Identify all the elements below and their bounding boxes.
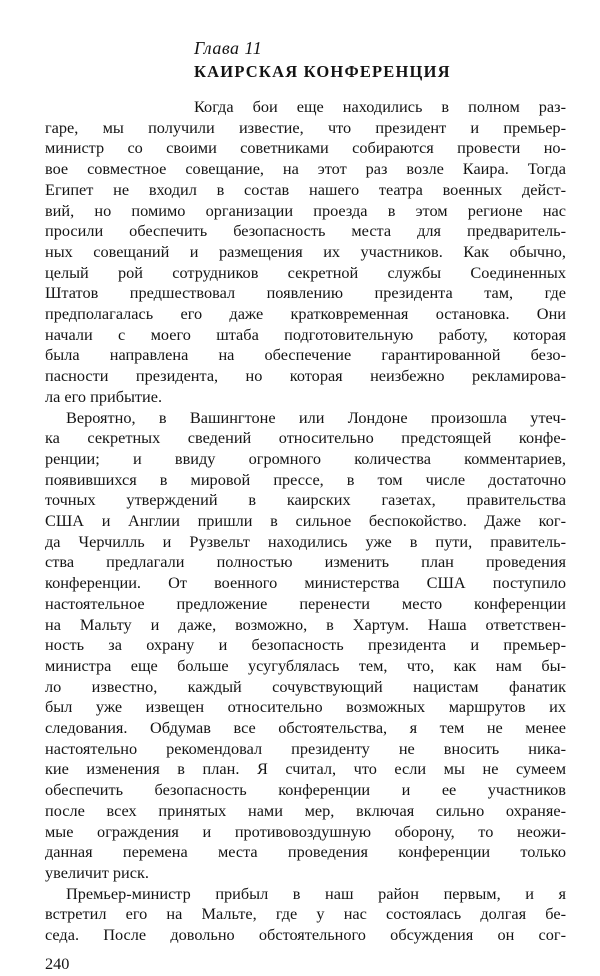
text-line: предполагалась его даже кратковременная остановка. Они xyxy=(45,304,566,323)
text-line: данная перемена места проведения конференции только xyxy=(45,842,566,862)
text-line: была направлена на обеспечение гарантированной безо- xyxy=(45,345,566,365)
text-line: на Мальту и даже, возможно, в Хартум. Наша ответствен- xyxy=(45,614,566,634)
text-line: ства предлагали полностью изменить план проведения xyxy=(45,552,566,572)
text-line: целый рой сотрудников секретной службы Соединенных xyxy=(45,262,566,282)
text-line: после всех принятых нами мер, включая сильно охраняе- xyxy=(45,800,566,820)
text-line: ренции; и ввиду огромного количества комментариев, xyxy=(45,448,566,468)
text-line: настоятельно рекомендовал президенту не вносить ника- xyxy=(45,738,566,758)
text-line: точных утверждений в каирских газетах, правительства xyxy=(45,490,566,510)
text-line: настоятельное предложение перенести место конференции xyxy=(45,593,566,613)
text-line: начали с моего штаба подготовительную работу, которая xyxy=(45,324,566,344)
text-line: Египет не входил в состав нашего театра военных дейст- xyxy=(45,179,566,199)
text-line: Вероятно, в Вашингтоне или Лондоне произошла утеч- xyxy=(66,407,566,427)
text-line: появившихся в мировой прессе, в том числе достаточно xyxy=(45,469,566,489)
text-line: вий, но помимо организации проезда в этом регионе нас xyxy=(45,200,566,220)
text-line: министр со своими советниками собираются провести но- xyxy=(45,138,566,158)
text-line: мые ограждения и противовоздушную оборону, то неожи- xyxy=(45,821,566,841)
text-line: Штатов предшествовал появлению президента там, где xyxy=(45,283,566,303)
text-line: да Черчилль и Рузвельт находились уже в пути, правитель- xyxy=(45,531,566,551)
page-number: 240 xyxy=(45,953,70,973)
text-line: следования. Обдумав все обстоятельства, я тем не менее xyxy=(45,718,566,737)
text-line: США и Англии пришли в сильное беспокойство. Даже ког- xyxy=(45,511,566,530)
text-line: ка секретных сведений относительно предстоящей конфе- xyxy=(45,428,566,448)
text-line: министра еще больше усугублялась тем, что, как нам бы- xyxy=(45,655,566,675)
text-line: ло известно, каждый сочувствующий нацистам фанатик xyxy=(45,676,566,696)
text-line: Когда бои еще находились в полном раз- xyxy=(194,97,566,116)
text-line: обеспечить безопасность конференции и ее участников xyxy=(45,780,566,800)
text-line: гаре, мы получили известие, что президент и премьер- xyxy=(45,117,566,137)
text-line: ных совещаний и размещения их участников. Как обычно, xyxy=(45,241,566,261)
text-line: конференции. От военного министерства США поступило xyxy=(45,573,566,593)
text-line: седа. После довольно обстоятельного обсуждения он сог- xyxy=(45,925,566,944)
chapter-label: Глава 11 xyxy=(194,38,263,58)
text-line: встретил его на Мальте, где у нас состоялась долгая бе- xyxy=(45,904,566,924)
chapter-title: КАИРСКАЯ КОНФЕРЕНЦИЯ xyxy=(194,62,451,81)
text-line: был уже извещен относительно возможных маршрутов их xyxy=(45,697,566,717)
text-line: пасности президента, но которая неизбежно рекламирова- xyxy=(45,366,566,386)
text-line: вое совместное совещание, на этот раз возле Каира. Тогда xyxy=(45,159,566,179)
text-line: просили обеспечить безопасность места для предваритель- xyxy=(45,221,566,241)
text-line: Премьер-министр прибыл в наш район первым, и я xyxy=(66,883,566,903)
text-line: увеличит риск. xyxy=(45,862,149,882)
text-line: кие изменения в план. Я считал, что если мы не сумеем xyxy=(45,759,566,779)
text-line: ность за охрану и безопасность президента и премьер- xyxy=(45,635,566,655)
text-line: ла его прибытие. xyxy=(45,386,163,406)
